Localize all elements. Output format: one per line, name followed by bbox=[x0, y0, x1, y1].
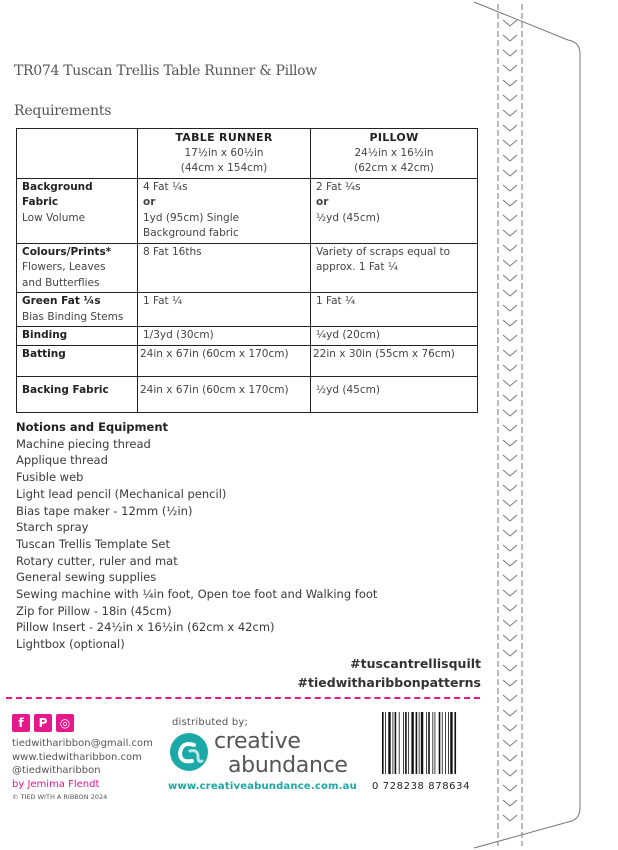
row-sublabel: Flowers, Leaves bbox=[22, 261, 106, 273]
row-label-cell bbox=[17, 243, 138, 293]
row-sublabel: and Butterflies bbox=[22, 276, 100, 289]
pillow-cell bbox=[311, 376, 478, 412]
row-label: Background bbox=[22, 180, 93, 193]
hashtag-quilt[interactable]: #tuscantrellisquilt bbox=[350, 656, 481, 671]
table-row bbox=[17, 376, 478, 412]
list-item: Sewing machine with ¼in foot, Open toe foot and Walking foot bbox=[16, 587, 378, 602]
column-title-pillow: PILLOW bbox=[369, 131, 419, 144]
row-sublabel: Low Volume bbox=[22, 211, 86, 224]
row-label-cell bbox=[17, 345, 138, 376]
list-item: Pillow Insert - 24½in x 16½in (62cm x 42cm) bbox=[16, 620, 275, 635]
table-runner-cell bbox=[138, 376, 311, 412]
pinterest-icon[interactable]: P bbox=[34, 714, 52, 732]
cell-text: ½yd (45cm) bbox=[316, 211, 380, 224]
list-item: Starch spray bbox=[16, 520, 89, 535]
row-label: Binding bbox=[22, 329, 68, 341]
table-row bbox=[17, 243, 478, 293]
cell-text: 24in x 67in (60cm x 170cm) bbox=[140, 347, 289, 360]
facebook-icon[interactable]: f bbox=[12, 714, 30, 732]
row-label: Green Fat ¼s bbox=[22, 295, 101, 307]
notions-list bbox=[16, 419, 377, 653]
page-title: TR074 Tuscan Trellis Table Runner & Pillow bbox=[14, 63, 317, 79]
section-heading-requirements: Requirements bbox=[14, 103, 112, 119]
list-item: General sewing supplies bbox=[16, 570, 157, 585]
list-item: Rotary cutter, ruler and mat bbox=[16, 553, 178, 568]
list-item: Tuscan Trellis Template Set bbox=[16, 536, 171, 551]
list-item: Lightbox (optional) bbox=[16, 637, 125, 652]
list-item: Zip for Pillow - 18in (45cm) bbox=[16, 603, 172, 618]
table-runner-size-imperial: 17½in x 60½in bbox=[184, 146, 264, 159]
cell-text: 2 Fat ¼s bbox=[316, 180, 361, 193]
pillow-cell bbox=[311, 178, 478, 243]
pillow-cell bbox=[311, 293, 478, 327]
brand-url-link[interactable]: www.creativeabundance.com.au bbox=[168, 781, 357, 792]
header-cell-table-runner bbox=[138, 129, 311, 179]
pillow-cell bbox=[311, 327, 478, 346]
pillow-size-metric: (62cm x 42cm) bbox=[354, 162, 434, 174]
table-runner-size-metric: (44cm x 154cm) bbox=[180, 162, 268, 174]
table-row bbox=[17, 178, 478, 243]
copyright: © TIED WITH A RIBBON 2024 bbox=[12, 793, 108, 801]
cell-text: 8 Fat 16ths bbox=[143, 245, 202, 258]
table-runner-cell bbox=[138, 293, 311, 327]
table-row bbox=[17, 327, 478, 346]
table-runner-cell bbox=[138, 178, 311, 243]
barcode-number: 0 728238 878634 bbox=[372, 781, 471, 792]
cell-text: 1 Fat ¼ bbox=[143, 295, 183, 307]
cell-text: ½yd (45cm) bbox=[316, 383, 380, 396]
list-item: Bias tape maker - 12mm (½in) bbox=[16, 503, 193, 518]
cell-text: 1yd (95cm) Single bbox=[143, 211, 240, 224]
brand-name-line2: abundance bbox=[228, 753, 348, 778]
creative-abundance-logo-icon bbox=[168, 731, 210, 773]
row-label-cell bbox=[17, 178, 138, 243]
requirements-table bbox=[16, 128, 478, 413]
brand-name-line1: creative bbox=[214, 729, 301, 754]
cell-text: 22in x 30in (55cm x 76cm) bbox=[313, 347, 455, 360]
cell-text: or bbox=[316, 196, 329, 208]
list-item: Machine piecing thread bbox=[16, 436, 151, 451]
contact-block bbox=[12, 737, 153, 805]
table-runner-cell bbox=[138, 345, 311, 376]
row-label: Colours/Prints* bbox=[22, 245, 112, 258]
cell-text: Background fabric bbox=[143, 227, 239, 239]
pillow-size-imperial: 24½in x 16½in bbox=[354, 146, 434, 159]
pillow-cell bbox=[311, 243, 478, 293]
website-link[interactable]: www.tiedwitharibbon.com bbox=[12, 751, 142, 763]
cell-text: Variety of scraps equal to bbox=[316, 245, 451, 258]
list-item: Light lead pencil (Mechanical pencil) bbox=[16, 486, 227, 501]
pillow-cell bbox=[311, 345, 478, 376]
table-runner-cell bbox=[138, 243, 311, 293]
row-label-cell bbox=[17, 293, 138, 327]
table-header-row bbox=[17, 129, 478, 179]
list-item: Applique thread bbox=[16, 453, 108, 468]
cut-line-divider bbox=[6, 697, 480, 699]
row-label-cell bbox=[17, 327, 138, 346]
header-cell-pillow bbox=[311, 129, 478, 179]
list-item: Fusible web bbox=[16, 470, 84, 485]
hashtag-patterns[interactable]: #tiedwitharibbonpatterns bbox=[297, 675, 481, 690]
row-label: Backing Fabric bbox=[22, 383, 109, 396]
cell-text: 24in x 67in (60cm x 170cm) bbox=[140, 383, 289, 396]
social-icons bbox=[12, 714, 74, 732]
cell-text: approx. 1 Fat ¼ bbox=[316, 261, 399, 273]
hashtags bbox=[298, 654, 481, 692]
distributed-by-label: distributed by; bbox=[172, 717, 249, 728]
table-row bbox=[17, 345, 478, 376]
row-label: Batting bbox=[22, 347, 66, 360]
row-label-cell bbox=[17, 376, 138, 412]
barcode-icon bbox=[380, 712, 478, 778]
notions-heading: Notions and Equipment bbox=[16, 420, 168, 434]
column-title-table-runner: TABLE RUNNER bbox=[175, 131, 273, 144]
cell-text: or bbox=[143, 196, 156, 208]
email-link[interactable]: tiedwitharibbon@gmail.com bbox=[12, 738, 153, 749]
header-empty-cell bbox=[17, 129, 138, 179]
table-runner-cell bbox=[138, 327, 311, 346]
cell-text: 4 Fat ¼s bbox=[143, 180, 188, 193]
cell-text: 1 Fat ¼ bbox=[316, 295, 356, 307]
row-label: Fabric bbox=[22, 196, 59, 208]
cell-text: 1/3yd (30cm) bbox=[143, 329, 214, 341]
author-credit: by Jemima Flendt bbox=[12, 778, 100, 790]
row-sublabel: Bias Binding Stems bbox=[22, 310, 124, 323]
table-row bbox=[17, 293, 478, 327]
social-handle[interactable]: @tiedwitharibbon bbox=[12, 765, 101, 776]
cell-text: ¼yd (20cm) bbox=[316, 329, 380, 341]
instagram-icon[interactable]: ◎ bbox=[56, 714, 74, 732]
